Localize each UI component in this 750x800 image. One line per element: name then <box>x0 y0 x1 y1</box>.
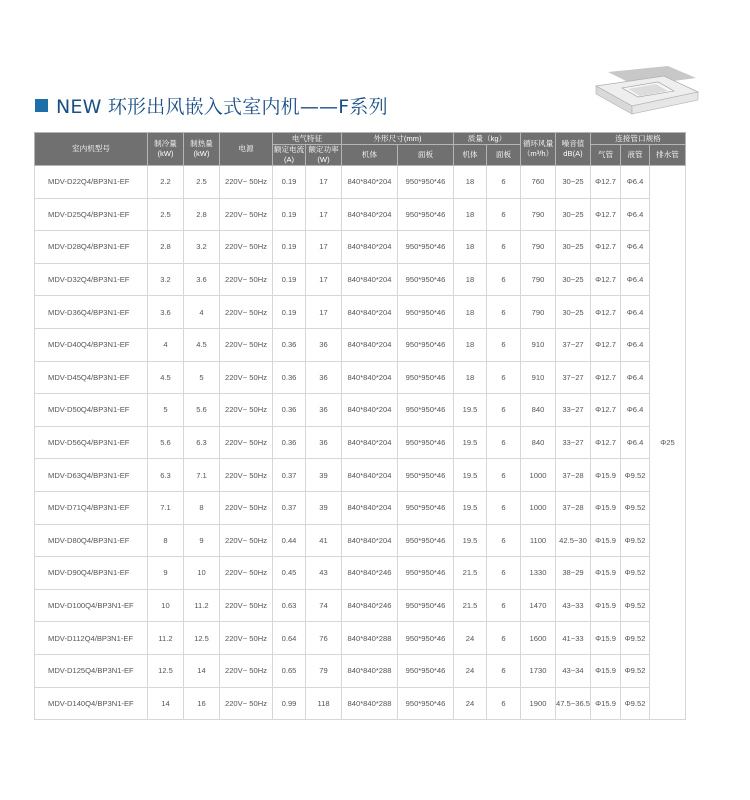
cell-air: 1000 <box>521 459 556 492</box>
cell-panel: 950*950*46 <box>398 394 454 427</box>
cell-watt: 43 <box>306 557 342 590</box>
cell-panel: 950*950*46 <box>398 491 454 524</box>
cell-heat: 5.6 <box>184 394 220 427</box>
cell-current: 0.45 <box>273 557 306 590</box>
cell-liquid: Φ6.4 <box>621 263 650 296</box>
header-pipe-drain: 排水管 <box>650 145 686 166</box>
cell-wpanel: 6 <box>487 491 521 524</box>
table-row <box>35 426 686 459</box>
cell-air: 1330 <box>521 557 556 590</box>
cell-current: 0.36 <box>273 328 306 361</box>
cell-watt: 36 <box>306 328 342 361</box>
cell-gas: Φ15.9 <box>591 524 621 557</box>
cell-cool: 4.5 <box>148 361 184 394</box>
cell-heat: 9 <box>184 524 220 557</box>
table-row <box>35 622 686 655</box>
cell-liquid: Φ6.4 <box>621 328 650 361</box>
cell-air: 910 <box>521 361 556 394</box>
cell-power: 220V~ 50Hz <box>220 589 273 622</box>
cell-cool: 11.2 <box>148 622 184 655</box>
cell-cool: 8 <box>148 524 184 557</box>
cell-air: 1600 <box>521 622 556 655</box>
cell-panel: 950*950*46 <box>398 426 454 459</box>
cell-power: 220V~ 50Hz <box>220 296 273 329</box>
cell-watt: 17 <box>306 166 342 199</box>
cell-wbody: 19.5 <box>454 491 487 524</box>
cell-wbody: 18 <box>454 231 487 264</box>
cell-noise: 33~27 <box>556 394 591 427</box>
cell-panel: 950*950*46 <box>398 231 454 264</box>
header-dimensions: 外形尺寸(mm) <box>342 133 454 145</box>
cell-wbody: 18 <box>454 198 487 231</box>
cell-wbody: 24 <box>454 654 487 687</box>
header-noise: 噪音值 dB(A) <box>556 133 591 166</box>
table-row <box>35 654 686 687</box>
header-weight-panel: 面板 <box>487 145 521 166</box>
cell-current: 0.64 <box>273 622 306 655</box>
cell-wpanel: 6 <box>487 524 521 557</box>
header-weight-body: 机体 <box>454 145 487 166</box>
cell-current: 0.19 <box>273 231 306 264</box>
cell-air: 790 <box>521 296 556 329</box>
cell-power: 220V~ 50Hz <box>220 491 273 524</box>
cell-wbody: 18 <box>454 166 487 199</box>
cell-model: MDV-D100Q4/BP3N1-EF <box>35 589 148 622</box>
cell-current: 0.36 <box>273 394 306 427</box>
table-row <box>35 687 686 720</box>
cell-body: 840*840*204 <box>342 524 398 557</box>
cell-wbody: 21.5 <box>454 557 487 590</box>
cell-cool: 12.5 <box>148 654 184 687</box>
cell-model: MDV-D28Q4/BP3N1-EF <box>35 231 148 264</box>
cell-heat: 12.5 <box>184 622 220 655</box>
cell-current: 0.99 <box>273 687 306 720</box>
cell-air: 1000 <box>521 491 556 524</box>
cell-body: 840*840*288 <box>342 622 398 655</box>
cell-heat: 2.5 <box>184 166 220 199</box>
cell-panel: 950*950*46 <box>398 589 454 622</box>
cell-panel: 950*950*46 <box>398 198 454 231</box>
cell-body: 840*840*204 <box>342 361 398 394</box>
cell-watt: 36 <box>306 394 342 427</box>
cell-cool: 10 <box>148 589 184 622</box>
cell-liquid: Φ9.52 <box>621 589 650 622</box>
cell-air: 790 <box>521 263 556 296</box>
cell-noise: 37~27 <box>556 328 591 361</box>
cell-gas: Φ12.7 <box>591 198 621 231</box>
cell-noise: 37~28 <box>556 491 591 524</box>
cell-body: 840*840*204 <box>342 459 398 492</box>
cell-noise: 42.5~30 <box>556 524 591 557</box>
cell-panel: 950*950*46 <box>398 557 454 590</box>
cell-liquid: Φ6.4 <box>621 198 650 231</box>
header-heating: 制热量 (kW) <box>184 133 220 166</box>
header-rated-current: 额定电流 (A) <box>273 145 305 164</box>
cell-gas: Φ12.7 <box>591 328 621 361</box>
cell-wbody: 19.5 <box>454 459 487 492</box>
cell-noise: 37~28 <box>556 459 591 492</box>
cell-gas: Φ12.7 <box>591 166 621 199</box>
cell-model: MDV-D63Q4/BP3N1-EF <box>35 459 148 492</box>
cell-body: 840*840*246 <box>342 557 398 590</box>
cell-gas: Φ15.9 <box>591 459 621 492</box>
cell-panel: 950*950*46 <box>398 263 454 296</box>
cell-gas: Φ12.7 <box>591 361 621 394</box>
cell-gas: Φ15.9 <box>591 557 621 590</box>
cell-panel: 950*950*46 <box>398 361 454 394</box>
cell-current: 0.36 <box>273 426 306 459</box>
cell-noise: 43~34 <box>556 654 591 687</box>
cell-watt: 39 <box>306 459 342 492</box>
cell-model: MDV-D80Q4/BP3N1-EF <box>35 524 148 557</box>
spec-table-body <box>35 166 686 720</box>
header-airflow: 循环风量 （m³/h） <box>521 133 556 166</box>
cell-power: 220V~ 50Hz <box>220 166 273 199</box>
cell-liquid: Φ6.4 <box>621 394 650 427</box>
cell-cool: 3.6 <box>148 296 184 329</box>
cell-cool: 4 <box>148 328 184 361</box>
cell-wpanel: 6 <box>487 328 521 361</box>
cell-heat: 7.1 <box>184 459 220 492</box>
cell-cool: 14 <box>148 687 184 720</box>
cell-watt: 17 <box>306 231 342 264</box>
cell-power: 220V~ 50Hz <box>220 198 273 231</box>
cell-heat: 14 <box>184 654 220 687</box>
cell-cool: 9 <box>148 557 184 590</box>
cell-liquid: Φ9.52 <box>621 654 650 687</box>
cell-body: 840*840*204 <box>342 263 398 296</box>
cell-cool: 2.5 <box>148 198 184 231</box>
cell-wpanel: 6 <box>487 687 521 720</box>
cell-heat: 3.2 <box>184 231 220 264</box>
header-power: 电源 <box>220 133 273 166</box>
cell-body: 840*840*288 <box>342 687 398 720</box>
cell-model: MDV-D40Q4/BP3N1-EF <box>35 328 148 361</box>
cell-current: 0.44 <box>273 524 306 557</box>
cell-noise: 30~25 <box>556 166 591 199</box>
cell-power: 220V~ 50Hz <box>220 524 273 557</box>
cell-liquid: Φ6.4 <box>621 426 650 459</box>
cell-current: 0.63 <box>273 589 306 622</box>
cell-air: 790 <box>521 231 556 264</box>
cell-wpanel: 6 <box>487 198 521 231</box>
ceiling-cassette-image <box>588 64 700 126</box>
cell-noise: 33~27 <box>556 426 591 459</box>
cell-heat: 8 <box>184 491 220 524</box>
cell-watt: 36 <box>306 361 342 394</box>
cell-air: 1100 <box>521 524 556 557</box>
cell-cool: 6.3 <box>148 459 184 492</box>
cell-model: MDV-D56Q4/BP3N1-EF <box>35 426 148 459</box>
cell-cool: 5 <box>148 394 184 427</box>
cell-air: 1470 <box>521 589 556 622</box>
cell-air: 910 <box>521 328 556 361</box>
cell-heat: 10 <box>184 557 220 590</box>
table-row <box>35 557 686 590</box>
cell-panel: 950*950*46 <box>398 459 454 492</box>
cell-model: MDV-D22Q4/BP3N1-EF <box>35 166 148 199</box>
cell-noise: 30~25 <box>556 198 591 231</box>
cell-wpanel: 6 <box>487 166 521 199</box>
cell-model: MDV-D45Q4/BP3N1-EF <box>35 361 148 394</box>
cell-body: 840*840*204 <box>342 231 398 264</box>
cell-liquid: Φ9.52 <box>621 491 650 524</box>
cell-noise: 30~25 <box>556 296 591 329</box>
cell-panel: 950*950*46 <box>398 687 454 720</box>
cell-wbody: 19.5 <box>454 426 487 459</box>
cell-gas: Φ15.9 <box>591 491 621 524</box>
cell-gas: Φ12.7 <box>591 426 621 459</box>
cell-watt: 17 <box>306 198 342 231</box>
table-row <box>35 524 686 557</box>
cell-wbody: 21.5 <box>454 589 487 622</box>
cell-liquid: Φ9.52 <box>621 524 650 557</box>
cell-watt: 76 <box>306 622 342 655</box>
header-dim-body: 机体 <box>342 145 398 166</box>
cell-wpanel: 6 <box>487 459 521 492</box>
cell-wpanel: 6 <box>487 296 521 329</box>
cell-panel: 950*950*46 <box>398 654 454 687</box>
cell-power: 220V~ 50Hz <box>220 459 273 492</box>
cell-heat: 2.8 <box>184 198 220 231</box>
cell-current: 0.65 <box>273 654 306 687</box>
cell-power: 220V~ 50Hz <box>220 654 273 687</box>
cell-liquid: Φ9.52 <box>621 687 650 720</box>
cell-model: MDV-D140Q4/BP3N1-EF <box>35 687 148 720</box>
header-dim-panel: 面板 <box>398 145 454 166</box>
cell-current: 0.37 <box>273 491 306 524</box>
cell-liquid: Φ6.4 <box>621 166 650 199</box>
cell-body: 840*840*288 <box>342 654 398 687</box>
cell-gas: Φ15.9 <box>591 687 621 720</box>
cell-liquid: Φ6.4 <box>621 296 650 329</box>
header-rated-power: 额定功率 (W) <box>306 145 342 166</box>
cell-current: 0.19 <box>273 166 306 199</box>
cell-power: 220V~ 50Hz <box>220 622 273 655</box>
cell-noise: 47.5~36.5 <box>556 687 591 720</box>
cell-panel: 950*950*46 <box>398 166 454 199</box>
cell-model: MDV-D25Q4/BP3N1-EF <box>35 198 148 231</box>
header-weight: 质量（kg） <box>454 133 521 145</box>
cell-wbody: 18 <box>454 328 487 361</box>
table-row <box>35 361 686 394</box>
table-row <box>35 166 686 199</box>
cell-noise: 43~33 <box>556 589 591 622</box>
page-title: NEW 环形出风嵌入式室内机——F系列 <box>56 96 388 118</box>
cell-panel: 950*950*46 <box>398 622 454 655</box>
cell-watt: 41 <box>306 524 342 557</box>
cell-gas: Φ15.9 <box>591 622 621 655</box>
cell-body: 840*840*204 <box>342 491 398 524</box>
cell-heat: 16 <box>184 687 220 720</box>
cell-power: 220V~ 50Hz <box>220 231 273 264</box>
cell-noise: 41~33 <box>556 622 591 655</box>
cell-panel: 950*950*46 <box>398 296 454 329</box>
cell-liquid: Φ9.52 <box>621 622 650 655</box>
cell-wpanel: 6 <box>487 231 521 264</box>
cell-power: 220V~ 50Hz <box>220 328 273 361</box>
cell-wbody: 24 <box>454 622 487 655</box>
cell-current: 0.19 <box>273 198 306 231</box>
cell-heat: 5 <box>184 361 220 394</box>
cell-heat: 6.3 <box>184 426 220 459</box>
cell-wpanel: 6 <box>487 394 521 427</box>
cell-noise: 37~27 <box>556 361 591 394</box>
cell-wpanel: 6 <box>487 426 521 459</box>
cell-current: 0.19 <box>273 263 306 296</box>
cell-model: MDV-D90Q4/BP3N1-EF <box>35 557 148 590</box>
cell-current: 0.19 <box>273 296 306 329</box>
header-electrical: 电气特征 <box>273 133 342 145</box>
cell-wbody: 18 <box>454 361 487 394</box>
cell-noise: 30~25 <box>556 263 591 296</box>
cell-cool: 2.8 <box>148 231 184 264</box>
cell-heat: 4 <box>184 296 220 329</box>
cell-current: 0.36 <box>273 361 306 394</box>
cell-air: 840 <box>521 394 556 427</box>
cell-noise: 38~29 <box>556 557 591 590</box>
header-cooling: 制冷量 (kW) <box>148 133 184 166</box>
cell-wbody: 19.5 <box>454 394 487 427</box>
cell-body: 840*840*204 <box>342 198 398 231</box>
cell-watt: 74 <box>306 589 342 622</box>
cell-liquid: Φ6.4 <box>621 361 650 394</box>
table-row <box>35 296 686 329</box>
cell-current: 0.37 <box>273 459 306 492</box>
cell-model: MDV-D112Q4/BP3N1-EF <box>35 622 148 655</box>
cell-power: 220V~ 50Hz <box>220 263 273 296</box>
cell-heat: 11.2 <box>184 589 220 622</box>
cell-liquid: Φ9.52 <box>621 557 650 590</box>
cell-gas: Φ15.9 <box>591 654 621 687</box>
cell-wpanel: 6 <box>487 557 521 590</box>
cell-body: 840*840*246 <box>342 589 398 622</box>
header-pipe-liquid: 液管 <box>621 145 650 166</box>
header-pipe: 连接管口规格 <box>591 133 686 145</box>
cell-wpanel: 6 <box>487 263 521 296</box>
cell-model: MDV-D32Q4/BP3N1-EF <box>35 263 148 296</box>
cell-cool: 2.2 <box>148 166 184 199</box>
cell-wpanel: 6 <box>487 589 521 622</box>
cell-air: 840 <box>521 426 556 459</box>
header-model: 室内机型号 <box>35 133 148 166</box>
cell-gas: Φ12.7 <box>591 231 621 264</box>
table-row <box>35 263 686 296</box>
table-row <box>35 198 686 231</box>
cell-liquid: Φ6.4 <box>621 231 650 264</box>
cell-wpanel: 6 <box>487 361 521 394</box>
cell-wbody: 24 <box>454 687 487 720</box>
cell-cool: 7.1 <box>148 491 184 524</box>
cell-heat: 3.6 <box>184 263 220 296</box>
table-row <box>35 394 686 427</box>
cell-panel: 950*950*46 <box>398 328 454 361</box>
cell-noise: 30~25 <box>556 231 591 264</box>
cell-gas: Φ12.7 <box>591 296 621 329</box>
cell-power: 220V~ 50Hz <box>220 557 273 590</box>
cell-drain: Φ25 <box>650 166 686 720</box>
table-row <box>35 491 686 524</box>
cell-air: 760 <box>521 166 556 199</box>
cell-wbody: 18 <box>454 263 487 296</box>
cell-body: 840*840*204 <box>342 394 398 427</box>
cell-wpanel: 6 <box>487 654 521 687</box>
cell-air: 790 <box>521 198 556 231</box>
table-row <box>35 459 686 492</box>
cell-model: MDV-D50Q4/BP3N1-EF <box>35 394 148 427</box>
cell-cool: 3.2 <box>148 263 184 296</box>
cell-heat: 4.5 <box>184 328 220 361</box>
table-row <box>35 231 686 264</box>
cell-wbody: 18 <box>454 296 487 329</box>
cell-watt: 118 <box>306 687 342 720</box>
cell-wbody: 19.5 <box>454 524 487 557</box>
cell-power: 220V~ 50Hz <box>220 426 273 459</box>
table-row <box>35 328 686 361</box>
cell-watt: 39 <box>306 491 342 524</box>
cell-liquid: Φ9.52 <box>621 459 650 492</box>
cell-body: 840*840*204 <box>342 328 398 361</box>
cell-watt: 79 <box>306 654 342 687</box>
cell-body: 840*840*204 <box>342 426 398 459</box>
page-heading <box>35 92 388 119</box>
cell-gas: Φ15.9 <box>591 589 621 622</box>
cell-gas: Φ12.7 <box>591 394 621 427</box>
cell-air: 1900 <box>521 687 556 720</box>
cell-cool: 5.6 <box>148 426 184 459</box>
cell-body: 840*840*204 <box>342 296 398 329</box>
cell-power: 220V~ 50Hz <box>220 361 273 394</box>
cell-model: MDV-D125Q4/BP3N1-EF <box>35 654 148 687</box>
cell-watt: 17 <box>306 263 342 296</box>
cell-watt: 17 <box>306 296 342 329</box>
table-row <box>35 589 686 622</box>
cell-model: MDV-D36Q4/BP3N1-EF <box>35 296 148 329</box>
cell-watt: 36 <box>306 426 342 459</box>
spec-table <box>34 132 686 720</box>
header-pipe-gas: 气管 <box>591 145 621 166</box>
cell-panel: 950*950*46 <box>398 524 454 557</box>
cell-wpanel: 6 <box>487 622 521 655</box>
cell-air: 1730 <box>521 654 556 687</box>
cell-gas: Φ12.7 <box>591 263 621 296</box>
cell-power: 220V~ 50Hz <box>220 687 273 720</box>
cell-model: MDV-D71Q4/BP3N1-EF <box>35 491 148 524</box>
cell-power: 220V~ 50Hz <box>220 394 273 427</box>
title-marker-icon <box>35 99 48 112</box>
cell-body: 840*840*204 <box>342 166 398 199</box>
